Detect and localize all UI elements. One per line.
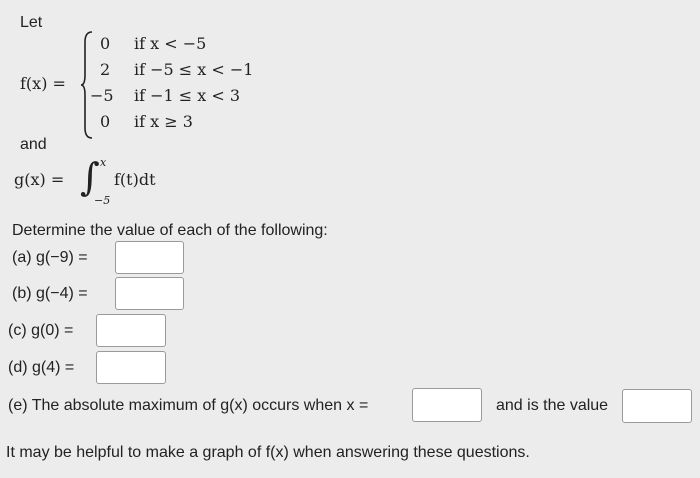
answer-b-input[interactable] bbox=[115, 277, 184, 310]
hint-text: It may be helpful to make a graph of f(x) when answering these questions. bbox=[6, 444, 530, 461]
f-case-condition: if x ≥ 3 bbox=[134, 112, 193, 131]
f-case-value: −5 bbox=[90, 86, 114, 105]
and-label: and bbox=[20, 136, 47, 153]
integral-upper-limit: x bbox=[100, 156, 107, 169]
f-case-value: 0 bbox=[100, 112, 111, 131]
f-case-row bbox=[100, 31, 253, 57]
f-case-row bbox=[100, 109, 253, 135]
question-d-label: (d) g(4) = bbox=[8, 359, 75, 376]
answer-e-value-input[interactable] bbox=[622, 389, 692, 423]
g-definition-lhs: g(x) = bbox=[14, 170, 65, 189]
f-case-condition: if −5 ≤ x < −1 bbox=[134, 60, 254, 79]
question-c-label: (c) g(0) = bbox=[8, 322, 74, 339]
f-case-value: 2 bbox=[100, 60, 111, 79]
integrand: f(t)dt bbox=[114, 170, 156, 189]
f-case-row bbox=[90, 83, 253, 109]
f-case-row bbox=[100, 57, 253, 83]
integral-sign: ∫ bbox=[80, 155, 100, 199]
f-cases bbox=[90, 31, 254, 135]
integral-lower-limit: −5 bbox=[94, 194, 111, 207]
question-e-middle-text: and is the value bbox=[496, 397, 609, 414]
f-case-condition: if −1 ≤ x < 3 bbox=[134, 86, 241, 105]
f-case-condition: if x < −5 bbox=[134, 34, 207, 53]
f-definition-lhs: f(x) = bbox=[20, 74, 66, 93]
f-case-value: 0 bbox=[100, 34, 111, 53]
answer-e-x-input[interactable] bbox=[412, 388, 482, 422]
let-label: Let bbox=[20, 14, 43, 31]
question-e-label: (e) The absolute maximum of g(x) occurs when x = bbox=[8, 397, 369, 414]
answer-d-input[interactable] bbox=[96, 351, 166, 384]
question-a-label: (a) g(−9) = bbox=[12, 249, 88, 266]
answer-a-input[interactable] bbox=[115, 241, 184, 274]
question-b-label: (b) g(−4) = bbox=[12, 285, 88, 302]
instruction-text: Determine the value of each of the following: bbox=[12, 222, 328, 239]
answer-c-input[interactable] bbox=[96, 314, 166, 347]
